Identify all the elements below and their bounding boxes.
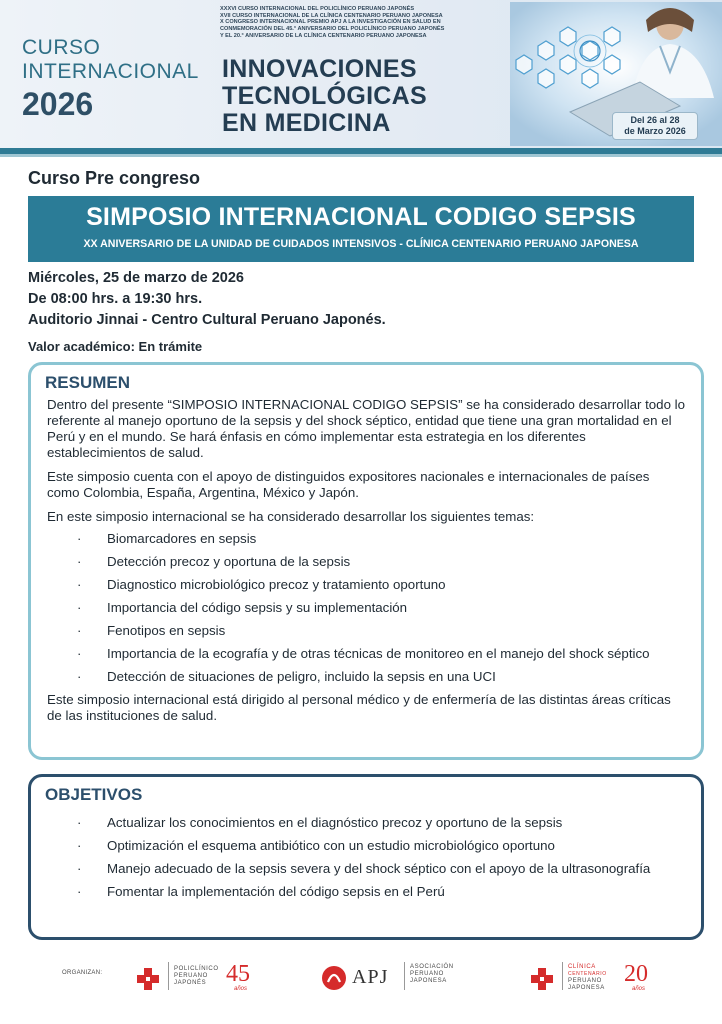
topic-text: Fenotipos en sepsis xyxy=(107,623,226,638)
header-title xyxy=(222,56,427,137)
list-item xyxy=(47,600,685,616)
anniversary-20: 20 años xyxy=(624,961,648,992)
apj-name: APJ xyxy=(352,966,389,988)
bullet-icon: · xyxy=(77,861,82,876)
event-place: Auditorio Jinnai - Centro Cultural Peruano Japonés. xyxy=(28,312,386,328)
header-title-line: TECNOLÓGICAS xyxy=(222,82,427,110)
red-cross-icon xyxy=(530,966,554,992)
event-line: X CONGRESO INTERNACIONAL PREMIO APJ A LA INVESTIGACIÓN EN SALUD EN xyxy=(220,19,441,26)
apj-association-name: ASOCIACIÓN PERUANO JAPONESA xyxy=(410,964,454,984)
objetivos-box xyxy=(28,774,704,940)
event-line: Y EL 20.° ANIVERSARIO DE LA CLÍNICA CENTENARIO PERUANO JAPONESA xyxy=(220,32,427,39)
topic-text: Biomarcadores en sepsis xyxy=(107,531,257,546)
list-item xyxy=(47,669,685,685)
curso-line-1: CURSO xyxy=(22,36,101,59)
topic-text: Importancia del código sepsis y su implementación xyxy=(107,600,408,615)
topic-text: Importancia de la ecografía y de otras técnicas de monitoreo en el manejo del shock séptico xyxy=(107,646,650,661)
header-title-line: EN MEDICINA xyxy=(222,109,391,137)
objective-text: Optimización el esquema antibiótico con un estudio microbiológico oportuno xyxy=(107,838,555,853)
event-line: XVII CURSO INTERNACIONAL DE LA CLÍNICA CENTENARIO PERUANO JAPONESA xyxy=(220,12,443,19)
objectives-list xyxy=(47,815,685,900)
symposium-banner xyxy=(28,196,694,262)
list-item xyxy=(47,577,685,593)
objetivos-title: OBJETIVOS xyxy=(45,785,143,804)
list-item xyxy=(47,861,685,877)
footer-organizers xyxy=(0,958,722,1008)
bullet-icon: · xyxy=(77,669,82,684)
event-time: De 08:00 hrs. a 19:30 hrs. xyxy=(28,291,203,307)
date-badge-line: Del 26 al 28 xyxy=(630,115,680,125)
pre-congress-label: Curso Pre congreso xyxy=(28,168,201,188)
resumen-paragraph: En este simposio internacional se ha considerado desarrollar los siguientes temas: xyxy=(47,509,535,524)
resumen-paragraph: Dentro del presente “SIMPOSIO INTERNACIONAL CODIGO SEPSIS” se ha considerado desarrollar todo lo referente al manejo oportuno de la sepsis y del shock séptico, entidad que tiene una gran mortalidad en el Perú y en el mundo. Se hará énfasis en cómo implementar esta estrategia en los diferentes establecimientos de salud. xyxy=(47,397,686,460)
curso-year: 2026 xyxy=(22,86,94,122)
event-line: XXXVI CURSO INTERNACIONAL DEL POLICLÍNICO PERUANO JAPONÉS xyxy=(220,6,415,12)
header-title-line: INNOVACIONES xyxy=(222,55,417,83)
list-item xyxy=(47,531,685,547)
resumen-paragraph: Este simposio internacional está dirigido al personal médico y de enfermería de las distintas áreas críticas de las instituciones de salud. xyxy=(47,692,671,723)
header-divider-light xyxy=(0,154,722,157)
logo-divider xyxy=(168,962,169,990)
event-date: Miércoles, 25 de marzo de 2026 xyxy=(28,270,244,286)
header xyxy=(0,0,722,148)
topic-text: Detección precoz y oportuna de la sepsis xyxy=(107,554,351,569)
organizan-label: ORGANIZAN: xyxy=(62,970,103,976)
list-item xyxy=(47,815,685,831)
bullet-icon: · xyxy=(77,884,82,899)
apj-emblem-icon xyxy=(320,964,348,992)
list-item xyxy=(47,884,685,900)
anniversary-suffix: años xyxy=(234,986,248,992)
curso-block xyxy=(22,36,199,122)
symposium-subtitle: XX ANIVERSARIO DE LA UNIDAD DE CUIDADOS INTENSIVOS - CLÍNICA CENTENARIO PERUANO JAPONESA xyxy=(83,238,639,250)
event-line: CONMEMORACIÓN DEL 45.° ANIVERSARIO DEL POLICLÍNICO PERUANO JAPONÉS xyxy=(220,26,445,33)
resumen-box xyxy=(28,362,704,760)
list-item xyxy=(47,838,685,854)
bullet-icon: · xyxy=(77,554,82,569)
bullet-icon: · xyxy=(77,815,82,830)
anniversary-45: 45 años xyxy=(226,961,250,992)
topic-text: Diagnostico microbiológico precoz y tratamiento oportuno xyxy=(107,577,446,592)
bullet-icon: · xyxy=(77,838,82,853)
policlinico-name: POLICLÍNICO PERUANO JAPONÉS xyxy=(174,966,219,986)
bullet-icon: · xyxy=(77,577,82,592)
logo-divider xyxy=(404,962,405,990)
event-description-lines xyxy=(220,6,510,40)
clinica-name: CLÍNICA CENTENARIO PERUANO JAPONESA xyxy=(568,964,607,991)
topics-list xyxy=(47,531,685,685)
logo-divider xyxy=(562,962,563,990)
objective-text: Manejo adecuado de la sepsis severa y del shock séptico con el apoyo de la ultrasonografía xyxy=(107,861,651,876)
symposium-title: SIMPOSIO INTERNACIONAL CODIGO SEPSIS xyxy=(86,203,636,231)
curso-line-2: INTERNACIONAL xyxy=(22,60,199,83)
date-badge xyxy=(612,112,698,140)
red-cross-icon xyxy=(136,966,160,992)
apj-logo xyxy=(320,964,348,997)
list-item xyxy=(47,646,685,662)
resumen-paragraph: Este simposio cuenta con el apoyo de distinguidos expositores nacionales e internacionales de países como Colombia, España, Argentina, México y Japón. xyxy=(47,469,650,500)
date-badge-line: de Marzo 2026 xyxy=(624,126,686,136)
bullet-icon: · xyxy=(77,623,82,638)
list-item xyxy=(47,554,685,570)
bullet-icon: · xyxy=(77,531,82,546)
anniversary-suffix: años xyxy=(632,986,646,992)
bullet-icon: · xyxy=(77,646,82,661)
bullet-icon: · xyxy=(77,600,82,615)
list-item xyxy=(47,623,685,639)
topic-text: Detección de situaciones de peligro, incluido la sepsis en una UCI xyxy=(107,669,496,684)
resumen-title: RESUMEN xyxy=(45,373,131,392)
objective-text: Actualizar los conocimientos en el diagnóstico precoz y oportuno de la sepsis xyxy=(107,815,563,830)
event-info xyxy=(28,268,386,357)
academic-value: Valor académico: En trámite xyxy=(28,339,203,354)
objective-text: Fomentar la implementación del código sepsis en el Perú xyxy=(107,884,445,899)
